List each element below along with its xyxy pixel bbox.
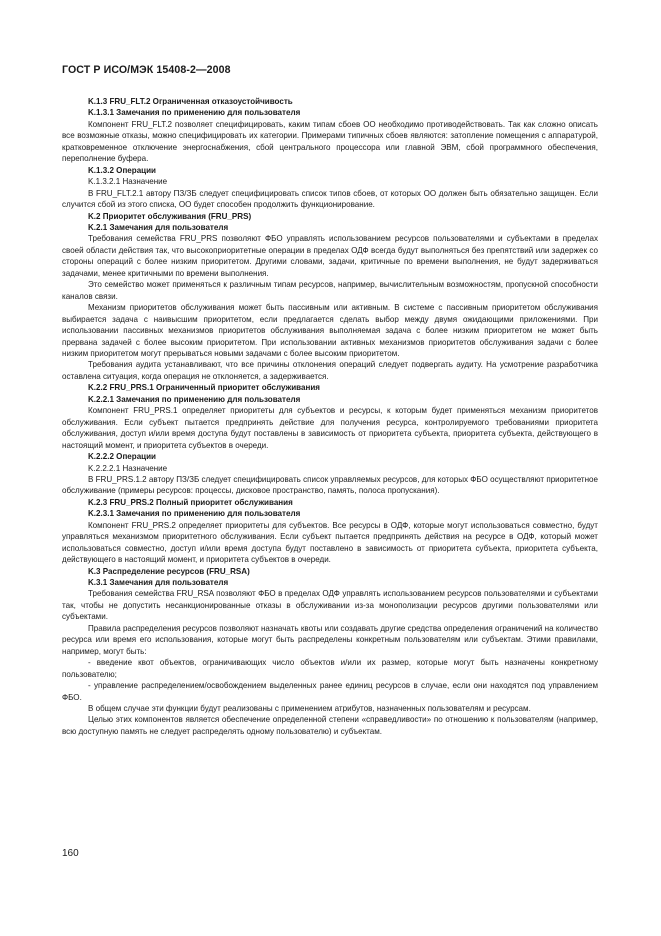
section-heading: K.1.3 FRU_FLT.2 Ограниченная отказоустойчивость (88, 97, 293, 106)
body-paragraph: В общем случае эти функции будут реализованы с применением атрибутов, назначенных пользователям и ресурсам. (88, 704, 531, 714)
body-paragraph: Требования семейства FRU_PRS позволяют ФБО управлять использованием ресурсов пользователями и субъектами в пределах своей области действия так, что высокоприоритетные операции в пределах ОДФ всегда будут выполняться без препятствий или задержек со стороны операций с более низким приоритетом. Другими словами, задачи, критичные по времени выполнения, не будут задерживаться задачами, менее критичными по времени выполнения. (62, 234, 598, 278)
section-heading: K.2.2 FRU_PRS.1 Ограниченный приоритет обслуживания (88, 383, 320, 393)
section-heading: K.2.2.1 Замечания по применению для пользователя (88, 394, 301, 404)
section-heading: K.3.1 Замечания для пользователя (88, 578, 229, 588)
subsection-label: K.2.2.2.1 Назначение (88, 463, 168, 473)
body-paragraph: - управление распределением/освобождением выделенных ранее единиц ресурсов в случае, если они находятся под управлением ФБО. (62, 681, 598, 702)
body-paragraph: Целью этих компонентов является обеспечение определенной степени «справедливости» по отношению к пользователям (например, всю доступную память не следует распределять одному пользователю) и субъектам. (62, 715, 598, 736)
body-paragraph: Компонент FRU_PRS.2 определяет приоритеты для субъектов. Все ресурсы в ОДФ, которые могут использоваться совместно, будут управляться механизмом приоритетного обслуживания. Если субъект пытается предпринять действия на ресурсе в ОДФ, который может использоваться совместно, доступ и/или время доступа будут поставлено в зависимость от приоритета субъекта, приоритета субъекта, действующего в настоящий момент, и приоритета субъектов в очереди. (62, 520, 598, 565)
section-heading: K.1.3.2 Операции (88, 165, 157, 175)
body-paragraph: Механизм приоритетов обслуживания может быть пассивным или активным. В системе с пассивным приоритетом обслуживания выбирается задача с наивысшим приоритетом, если предлагается сделать выбор между двумя ожидающими приложениями. При использовании пассивных механизмов приоритетов обслуживания выполняемая задача с более низким приоритетом не может быть прервана задачей с более высоким приоритетом. При использовании активных механизмов приоритетов обслуживания задачи с более низким приоритетом могут прерываться новыми задачами с более высоким приоритетом. (62, 303, 598, 358)
section-heading: K.3 Распределение ресурсов (FRU_RSA) (88, 566, 250, 576)
section-heading: K.1.3.1 Замечания по применению для пользователя (88, 108, 301, 118)
page-number: 160 (62, 848, 79, 859)
body-paragraph: Правила распределения ресурсов позволяют назначать квоты или создавать другие средства определения ограничений на количество ресурса или время его использования, которые могут быть распределены конкретным пользователям или субъектам. Этими правилами, например, могут быть: (62, 623, 598, 656)
section-heading: K.2.3.1 Замечания по применению для пользователя (88, 509, 301, 519)
body-paragraph: Компонент FRU_FLT.2 позволяет специфицировать, каким типам сбоев ОО необходимо противодействовать. Так как сложно описать все возможные отказы, можно специфицировать их категории. Примерами типичных сбоев являются: затопление помещения с аппаратурой, кратковременное отключение энергоснабжения, сбой центрального процессора или главной ЭВМ, сбой программного обеспечения, переполнение буфера. (62, 119, 598, 164)
body-paragraph: Требования семейства FRU_RSA позволяют ФБО в пределах ОДФ управлять использованием ресурсов пользователями и субъектами так, чтобы не допустить несанкционированные отказы в обслуживании из-за монополизации ресурсов другими пользователями или субъектами. (62, 589, 598, 622)
section-heading: K.2.3 FRU_PRS.2 Полный приоритет обслуживания (88, 497, 293, 507)
document-body (62, 96, 598, 737)
section-heading: K.2 Приоритет обслуживания (FRU_PRS) (88, 211, 252, 221)
body-paragraph: В FRU_FLT.2.1 автору ПЗ/ЗБ следует специфицировать список типов сбоев, от которых ОО должен быть обязательно защищен. Если случится сбой из этого списка, ОО будет способен продолжить функционирование. (62, 188, 598, 210)
section-heading: K.2.1 Замечания для пользователя (88, 222, 229, 232)
body-paragraph: В FRU_PRS.1.2 автору ПЗ/ЗБ следует специфицировать список управляемых ресурсов, для которых ФБО осуществляют приоритетное обслуживание (примеры ресурсов: процессы, дисковое пространство, память, полоса пропускания). (62, 474, 598, 496)
body-paragraph: Это семейство может применяться к различным типам ресурсов, например, вычислительным возможностям, пропускной способности каналов связи. (62, 280, 598, 301)
body-paragraph: Требования аудита устанавливают, что все причины отклонения операций следует подвергать аудиту. На усмотрение разработчика оставлена ситуация, когда операция не отклоняется, а задерживается. (62, 360, 598, 381)
subsection-label: K.1.3.2.1 Назначение (88, 177, 168, 187)
body-paragraph: - введение квот объектов, ограничивающих число объектов и/или их размер, которые могут быть назначены конкретному пользователю; (62, 658, 598, 679)
document-header: ГОСТ Р ИСО/МЭК 15408-2—2008 (62, 64, 231, 76)
body-paragraph: Компонент FRU_PRS.1 определяет приоритеты для субъектов и ресурсы, к которым будет применяться механизм приоритетов обслуживания. Если субъект пытается предпринять действие для получения ресурса, контролируемого требованиями приоритета обслуживания, доступ и/или время доступа будут поставлены в зависимость от приоритета субъекта, приоритета субъекта, действующего в настоящий момент, и приоритета субъектов в очереди. (62, 406, 598, 450)
section-heading: K.2.2.2 Операции (88, 452, 157, 462)
